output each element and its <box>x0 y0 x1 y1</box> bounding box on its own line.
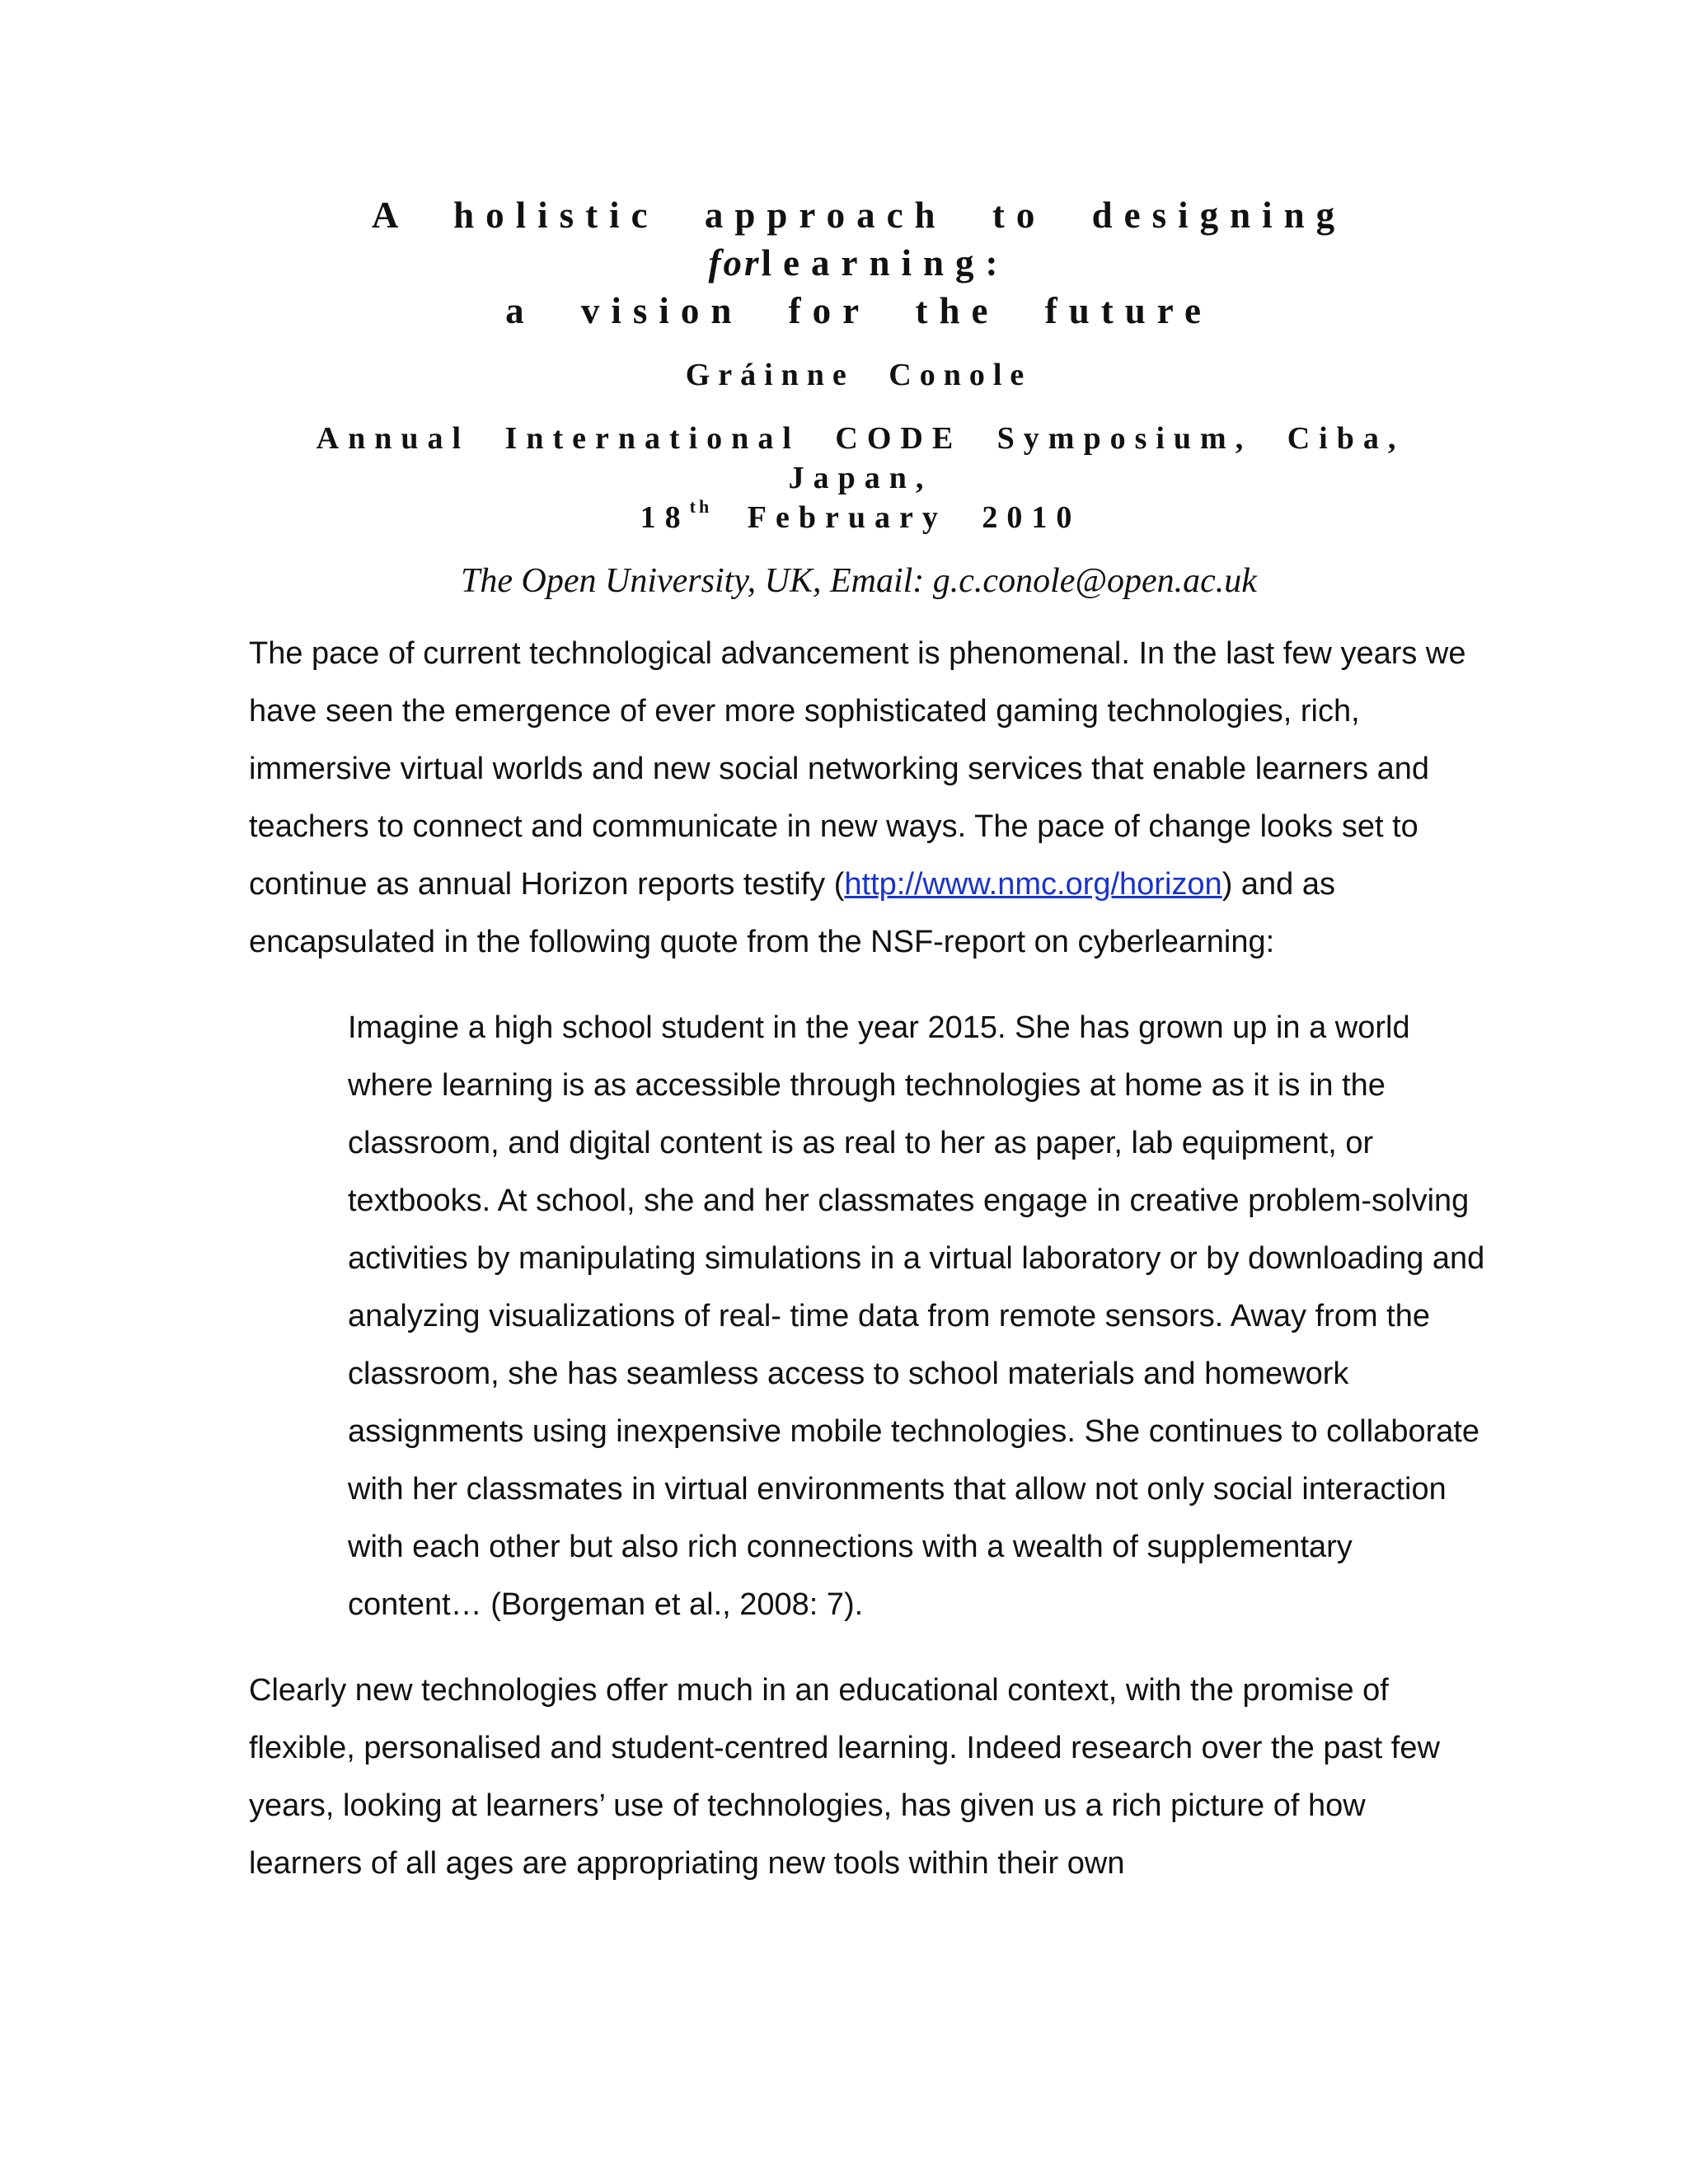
conference-day-suffix: th <box>689 496 713 517</box>
intro-text-after-link: ) and as encapsulated in the following quote from the NSF-report on cyberlearning: <box>249 867 1335 959</box>
author-name: Gráinne Conole <box>685 358 1033 392</box>
intro-text-before-link: The pace of current technological advancement is phenomenal. In the last few years we have seen the emergence of ever more sophisticated gaming technologies, rich, immersive virtual worlds and new social networking services that enable learners and teachers to connect and communicate in new ways. The pace of change looks set to continue as annual Horizon reports testify ( <box>249 636 1466 902</box>
second-paragraph: Clearly new technologies offer much in an educational context, with the promise of flexible, personalised and student-centred learning. Indeed research over the past few years, looking at learners’ use of technologies, has given us a rich picture of how learners of all ages are appropriating new tools within their own <box>249 1673 1440 1881</box>
affiliation: The Open University, UK, Email: g.c.conole@open.ac.uk <box>461 562 1257 600</box>
title-line1-part2: learning: <box>761 242 1010 284</box>
conference-line1: Annual International CODE Symposium, Ciba, Japan, <box>316 421 1405 495</box>
conference-day: 18 <box>640 500 690 535</box>
conference-info <box>242 419 1479 537</box>
title-line1-part1: A holistic approach to designing <box>371 194 1347 236</box>
conference-date-rest: February 2010 <box>747 500 1081 535</box>
horizon-report-link[interactable]: http://www.nmc.org/horizon <box>844 867 1222 902</box>
title-italic-word: for <box>708 242 762 284</box>
block-quote: Imagine a high school student in the year 2015. She has grown up in a world where learning is as accessible through technologies at home as it is in the classroom, and digital content is as real to her as paper, lab equipment, or textbooks. At school, she and her classmates engage in creative problem-solving activities by manipulating simulations in a virtual laboratory or by downloading and analyzing visualizations of real- time data from remote sensors. Away from the classroom, she has seamless access to school materials and homework assignments using inexpensive mobile technologies. She continues to collaborate with her classmates in virtual environments that allow not only social interaction with each other but also rich connections with a wealth of supplementary content… (Borgeman et al., 2008: 7). <box>348 1010 1485 1622</box>
paper-page <box>249 191 1485 1892</box>
intro-paragraph <box>249 625 1469 971</box>
title-line2: a vision for the future <box>505 290 1212 331</box>
paper-title <box>241 191 1477 335</box>
